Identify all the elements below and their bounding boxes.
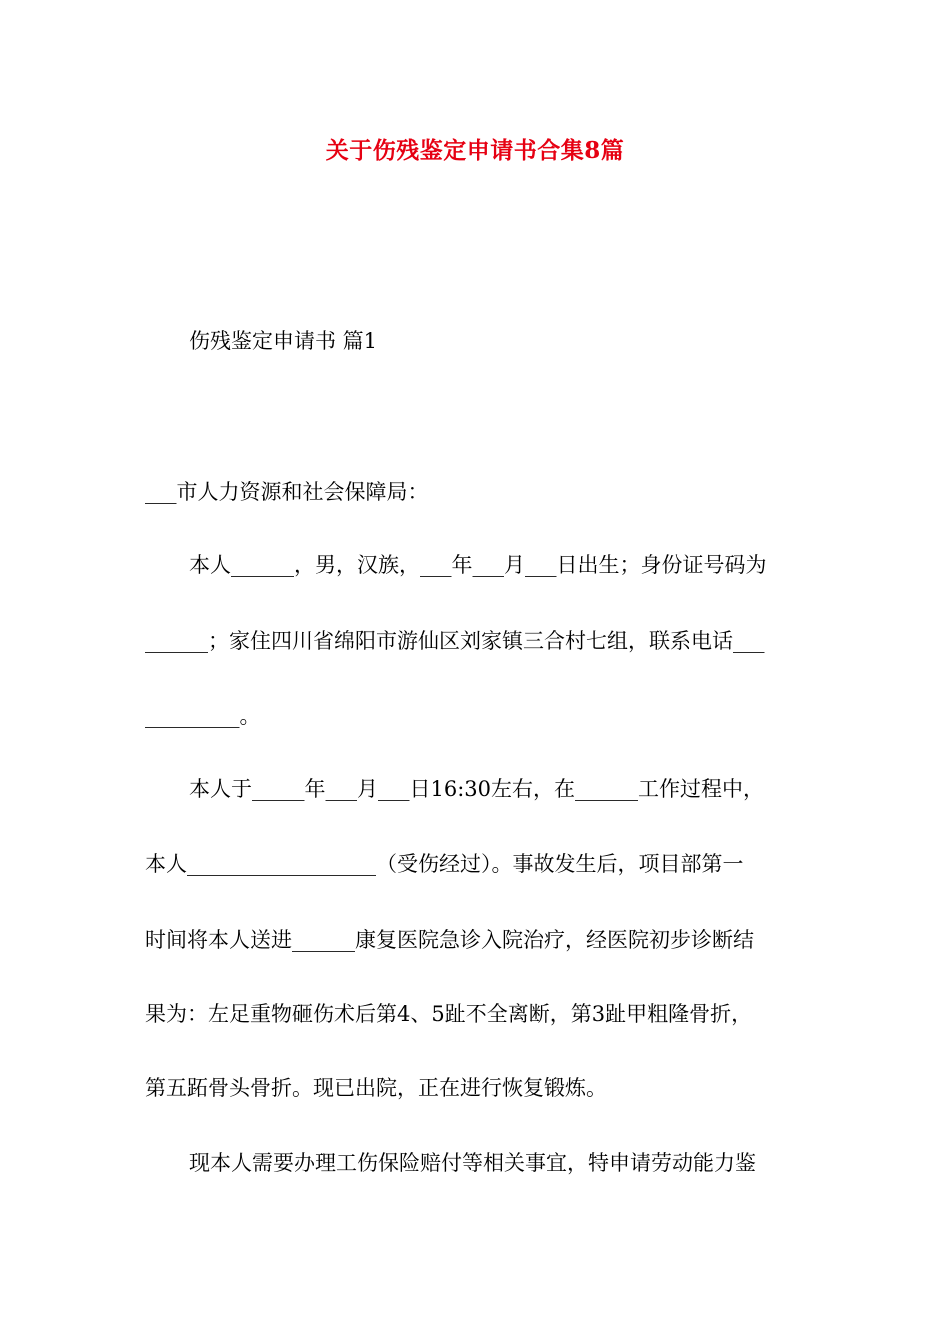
section-heading: 伤残鉴定申请书 篇1 bbox=[189, 329, 378, 353]
paragraph-1-line-1: 本人______，男，汉族，___年___月___日出生；身份证号码为 bbox=[189, 553, 767, 577]
document-title: 关于伤残鉴定申请书合集8篇 bbox=[325, 137, 625, 164]
paragraph-2-line-3: 时间将本人送进______康复医院急诊入院治疗，经医院初步诊断结 bbox=[145, 928, 754, 952]
paragraph-2-line-4: 果为：左足重物砸伤术后第4、5趾不全离断，第3趾甲粗隆骨折， bbox=[145, 1002, 753, 1026]
paragraph-1-line-3: _________。 bbox=[145, 704, 261, 728]
paragraph-3-line-1: 现本人需要办理工伤保险赔付等相关事宜，特申请劳动能力鉴 bbox=[189, 1151, 756, 1175]
paragraph-2-line-1: 本人于_____年___月___日16:30左右，在______工作过程中， bbox=[189, 777, 765, 801]
paragraph-2-line-5: 第五跖骨头骨折。现已出院，正在进行恢复锻炼。 bbox=[145, 1076, 607, 1100]
paragraph-2-line-2: 本人__________________（受伤经过）。事故发生后，项目部第一 bbox=[145, 852, 744, 876]
paragraph-1-line-2: ______；家住四川省绵阳市游仙区刘家镇三合村七组，联系电话___ bbox=[145, 629, 765, 653]
addressee-line: ___市人力资源和社会保障局： bbox=[145, 480, 429, 504]
